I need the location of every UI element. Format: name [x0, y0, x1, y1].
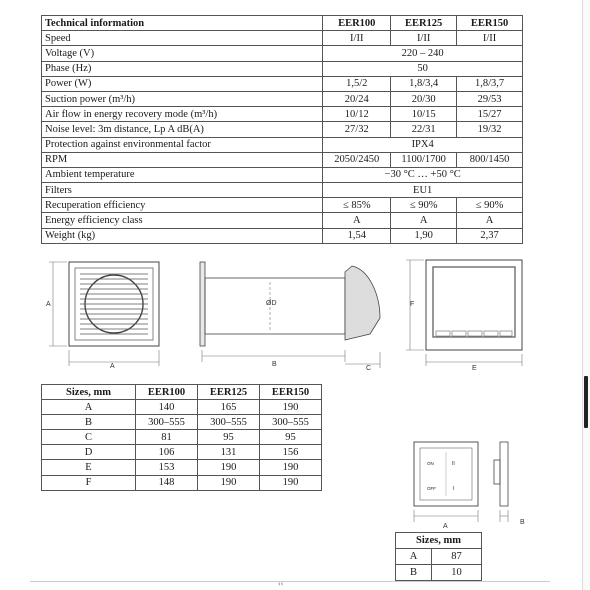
tech-row-value: 1,5/2 [323, 76, 391, 91]
switch-speed-two-label: II [452, 461, 455, 467]
sizes-header-title: Sizes, mm [42, 385, 136, 400]
sizes-row-value: 300–555 [198, 415, 260, 430]
front-dim-height-label: A [46, 301, 51, 308]
tech-row-label: Voltage (V) [42, 46, 323, 61]
side-dim-hood-label: C [366, 365, 372, 372]
tech-row-value: 10/15 [391, 107, 457, 122]
tech-row-value: 1,90 [391, 228, 457, 243]
back-dim-width-label: E [472, 365, 477, 372]
switch-sizes-header-row [396, 533, 482, 549]
sizes-row-dimension: D [42, 445, 136, 460]
switch-side-profile [494, 442, 508, 506]
sizes-header-row [42, 385, 322, 400]
tech-row-label: Power (W) [42, 76, 323, 91]
tech-row-value: 1,54 [323, 228, 391, 243]
tech-row-merged-value: 50 [323, 61, 523, 76]
switch-sizes-value: 10 [432, 565, 482, 581]
tech-header-row [42, 16, 523, 31]
tech-row-value: 2050/2450 [323, 152, 391, 167]
sizes-row-value: 190 [198, 475, 260, 490]
tech-row-value: 20/24 [323, 91, 391, 106]
tech-row-label: Air flow in energy recovery mode (m³/h) [42, 107, 323, 122]
tech-row-label: Noise level: 3m distance, Lp A dB(A) [42, 122, 323, 137]
tech-row [42, 198, 523, 213]
sizes-row-value: 165 [198, 400, 260, 415]
tech-row-label: Weight (kg) [42, 228, 323, 243]
tech-row-value: 19/32 [457, 122, 523, 137]
back-bottom-slots [436, 331, 512, 336]
front-dim-width-label: A [110, 363, 115, 370]
sizes-row-value: 300–555 [260, 415, 322, 430]
tech-row-label: Recuperation efficiency [42, 198, 323, 213]
tech-row-value: A [457, 213, 523, 228]
tech-row [42, 137, 523, 152]
sizes-row-dimension: F [42, 475, 136, 490]
sizes-header-eer150: EER150 [260, 385, 322, 400]
tech-table-body [42, 31, 523, 244]
switch-sizes-dimension: B [396, 565, 432, 581]
tech-row [42, 213, 523, 228]
tech-header-title: Technical information [42, 16, 323, 31]
back-inner-frame [433, 267, 515, 337]
front-grille-slats [80, 274, 148, 334]
switch-drawing [398, 436, 538, 530]
tech-row [42, 76, 523, 91]
side-dim-diameter-label: ØD [266, 300, 277, 307]
sizes-row-value: 148 [136, 475, 198, 490]
sizes-row-value: 153 [136, 460, 198, 475]
side-dim-length-label: B [272, 361, 277, 368]
tech-row [42, 152, 523, 167]
tech-row-value: 1100/1700 [391, 152, 457, 167]
sizes-row-value: 190 [260, 460, 322, 475]
back-view-drawing [404, 254, 530, 372]
tech-row [42, 46, 523, 61]
tech-row-value: 20/30 [391, 91, 457, 106]
tech-row-label: Energy efficiency class [42, 213, 323, 228]
tech-row-value: 10/12 [323, 107, 391, 122]
tech-row [42, 183, 523, 198]
switch-speed-one-label: I [453, 486, 455, 492]
sizes-row-dimension: E [42, 460, 136, 475]
tech-header-eer100: EER100 [323, 16, 391, 31]
sizes-row-value: 190 [260, 475, 322, 490]
technical-information-table [41, 15, 523, 244]
tech-row-value: 1,8/3,7 [457, 76, 523, 91]
tech-row-label: Phase (Hz) [42, 61, 323, 76]
sizes-table-body [42, 400, 322, 491]
sizes-row [42, 415, 322, 430]
tech-row-value: 29/53 [457, 91, 523, 106]
tech-row [42, 167, 523, 182]
tech-row [42, 91, 523, 106]
tech-row-merged-value: 220 – 240 [323, 46, 523, 61]
tech-row-label: Speed [42, 31, 323, 46]
switch-sizes-row [396, 549, 482, 565]
tech-row-label: Ambient temperature [42, 167, 323, 182]
switch-sizes-body [396, 549, 482, 581]
scrollbar-thumb[interactable] [584, 376, 588, 428]
tech-row-value: 800/1450 [457, 152, 523, 167]
tech-row-value: I/II [323, 31, 391, 46]
tech-row-value: 2,37 [457, 228, 523, 243]
switch-sizes-dimension: A [396, 549, 432, 565]
sizes-row-value: 95 [198, 430, 260, 445]
switch-sizes-value: 87 [432, 549, 482, 565]
tech-row [42, 61, 523, 76]
switch-dim-a-label: A [443, 523, 448, 530]
tech-row [42, 107, 523, 122]
tech-row [42, 122, 523, 137]
sizes-table [41, 384, 322, 491]
sizes-row-value: 190 [198, 460, 260, 475]
tech-row-value: 1,8/3,4 [391, 76, 457, 91]
switch-sizes-table [395, 532, 482, 581]
sizes-row-value: 81 [136, 430, 198, 445]
tech-row-value: ≤ 90% [391, 198, 457, 213]
side-front-panel [200, 262, 205, 346]
sizes-row-value: 190 [260, 400, 322, 415]
tech-row-label: Suction power (m³/h) [42, 91, 323, 106]
tech-row-value: A [323, 213, 391, 228]
switch-off-label: OFF [427, 486, 436, 491]
tech-row-value: ≤ 90% [457, 198, 523, 213]
sizes-row-dimension: B [42, 415, 136, 430]
sizes-row-value: 106 [136, 445, 198, 460]
tech-row-value: I/II [391, 31, 457, 46]
switch-dim-b-label: B [520, 519, 525, 526]
switch-sizes-header: Sizes, mm [396, 533, 482, 549]
sizes-row-value: 140 [136, 400, 198, 415]
sizes-header-eer125: EER125 [198, 385, 260, 400]
back-dim-height-label: F [410, 301, 415, 308]
sizes-row-dimension: C [42, 430, 136, 445]
tech-header-eer150: EER150 [457, 16, 523, 31]
tech-row-label: Protection against environmental factor [42, 137, 323, 152]
footer-glyph: ‹‹ [278, 579, 284, 588]
switch-sizes-row [396, 565, 482, 581]
tech-row-value: 22/31 [391, 122, 457, 137]
sizes-row-value: 131 [198, 445, 260, 460]
sizes-row [42, 460, 322, 475]
sizes-row [42, 475, 322, 490]
tech-row-merged-value: −30 °C … +50 °C [323, 167, 523, 182]
sizes-row-value: 95 [260, 430, 322, 445]
tech-row-value: 15/27 [457, 107, 523, 122]
tech-row-value: ≤ 85% [323, 198, 391, 213]
tech-row [42, 228, 523, 243]
tech-header-eer125: EER125 [391, 16, 457, 31]
side-rain-hood [345, 266, 380, 340]
tech-row-value: A [391, 213, 457, 228]
tech-row-value: I/II [457, 31, 523, 46]
sizes-row-value: 300–555 [136, 415, 198, 430]
front-view-drawing [40, 258, 166, 370]
page-bottom-rule [30, 581, 550, 582]
sizes-row-dimension: A [42, 400, 136, 415]
sizes-row [42, 400, 322, 415]
sizes-row [42, 430, 322, 445]
vertical-scrollbar[interactable] [582, 0, 590, 590]
tech-row [42, 31, 523, 46]
side-view-drawing [180, 256, 390, 374]
sizes-header-eer100: EER100 [136, 385, 198, 400]
tech-row-merged-value: IPX4 [323, 137, 523, 152]
tech-row-label: RPM [42, 152, 323, 167]
tech-row-value: 27/32 [323, 122, 391, 137]
switch-dimension-lines [414, 510, 508, 522]
sizes-row-value: 156 [260, 445, 322, 460]
switch-on-label: ON [427, 461, 434, 466]
tech-row-label: Filters [42, 183, 323, 198]
sizes-row [42, 445, 322, 460]
tech-row-merged-value: EU1 [323, 183, 523, 198]
